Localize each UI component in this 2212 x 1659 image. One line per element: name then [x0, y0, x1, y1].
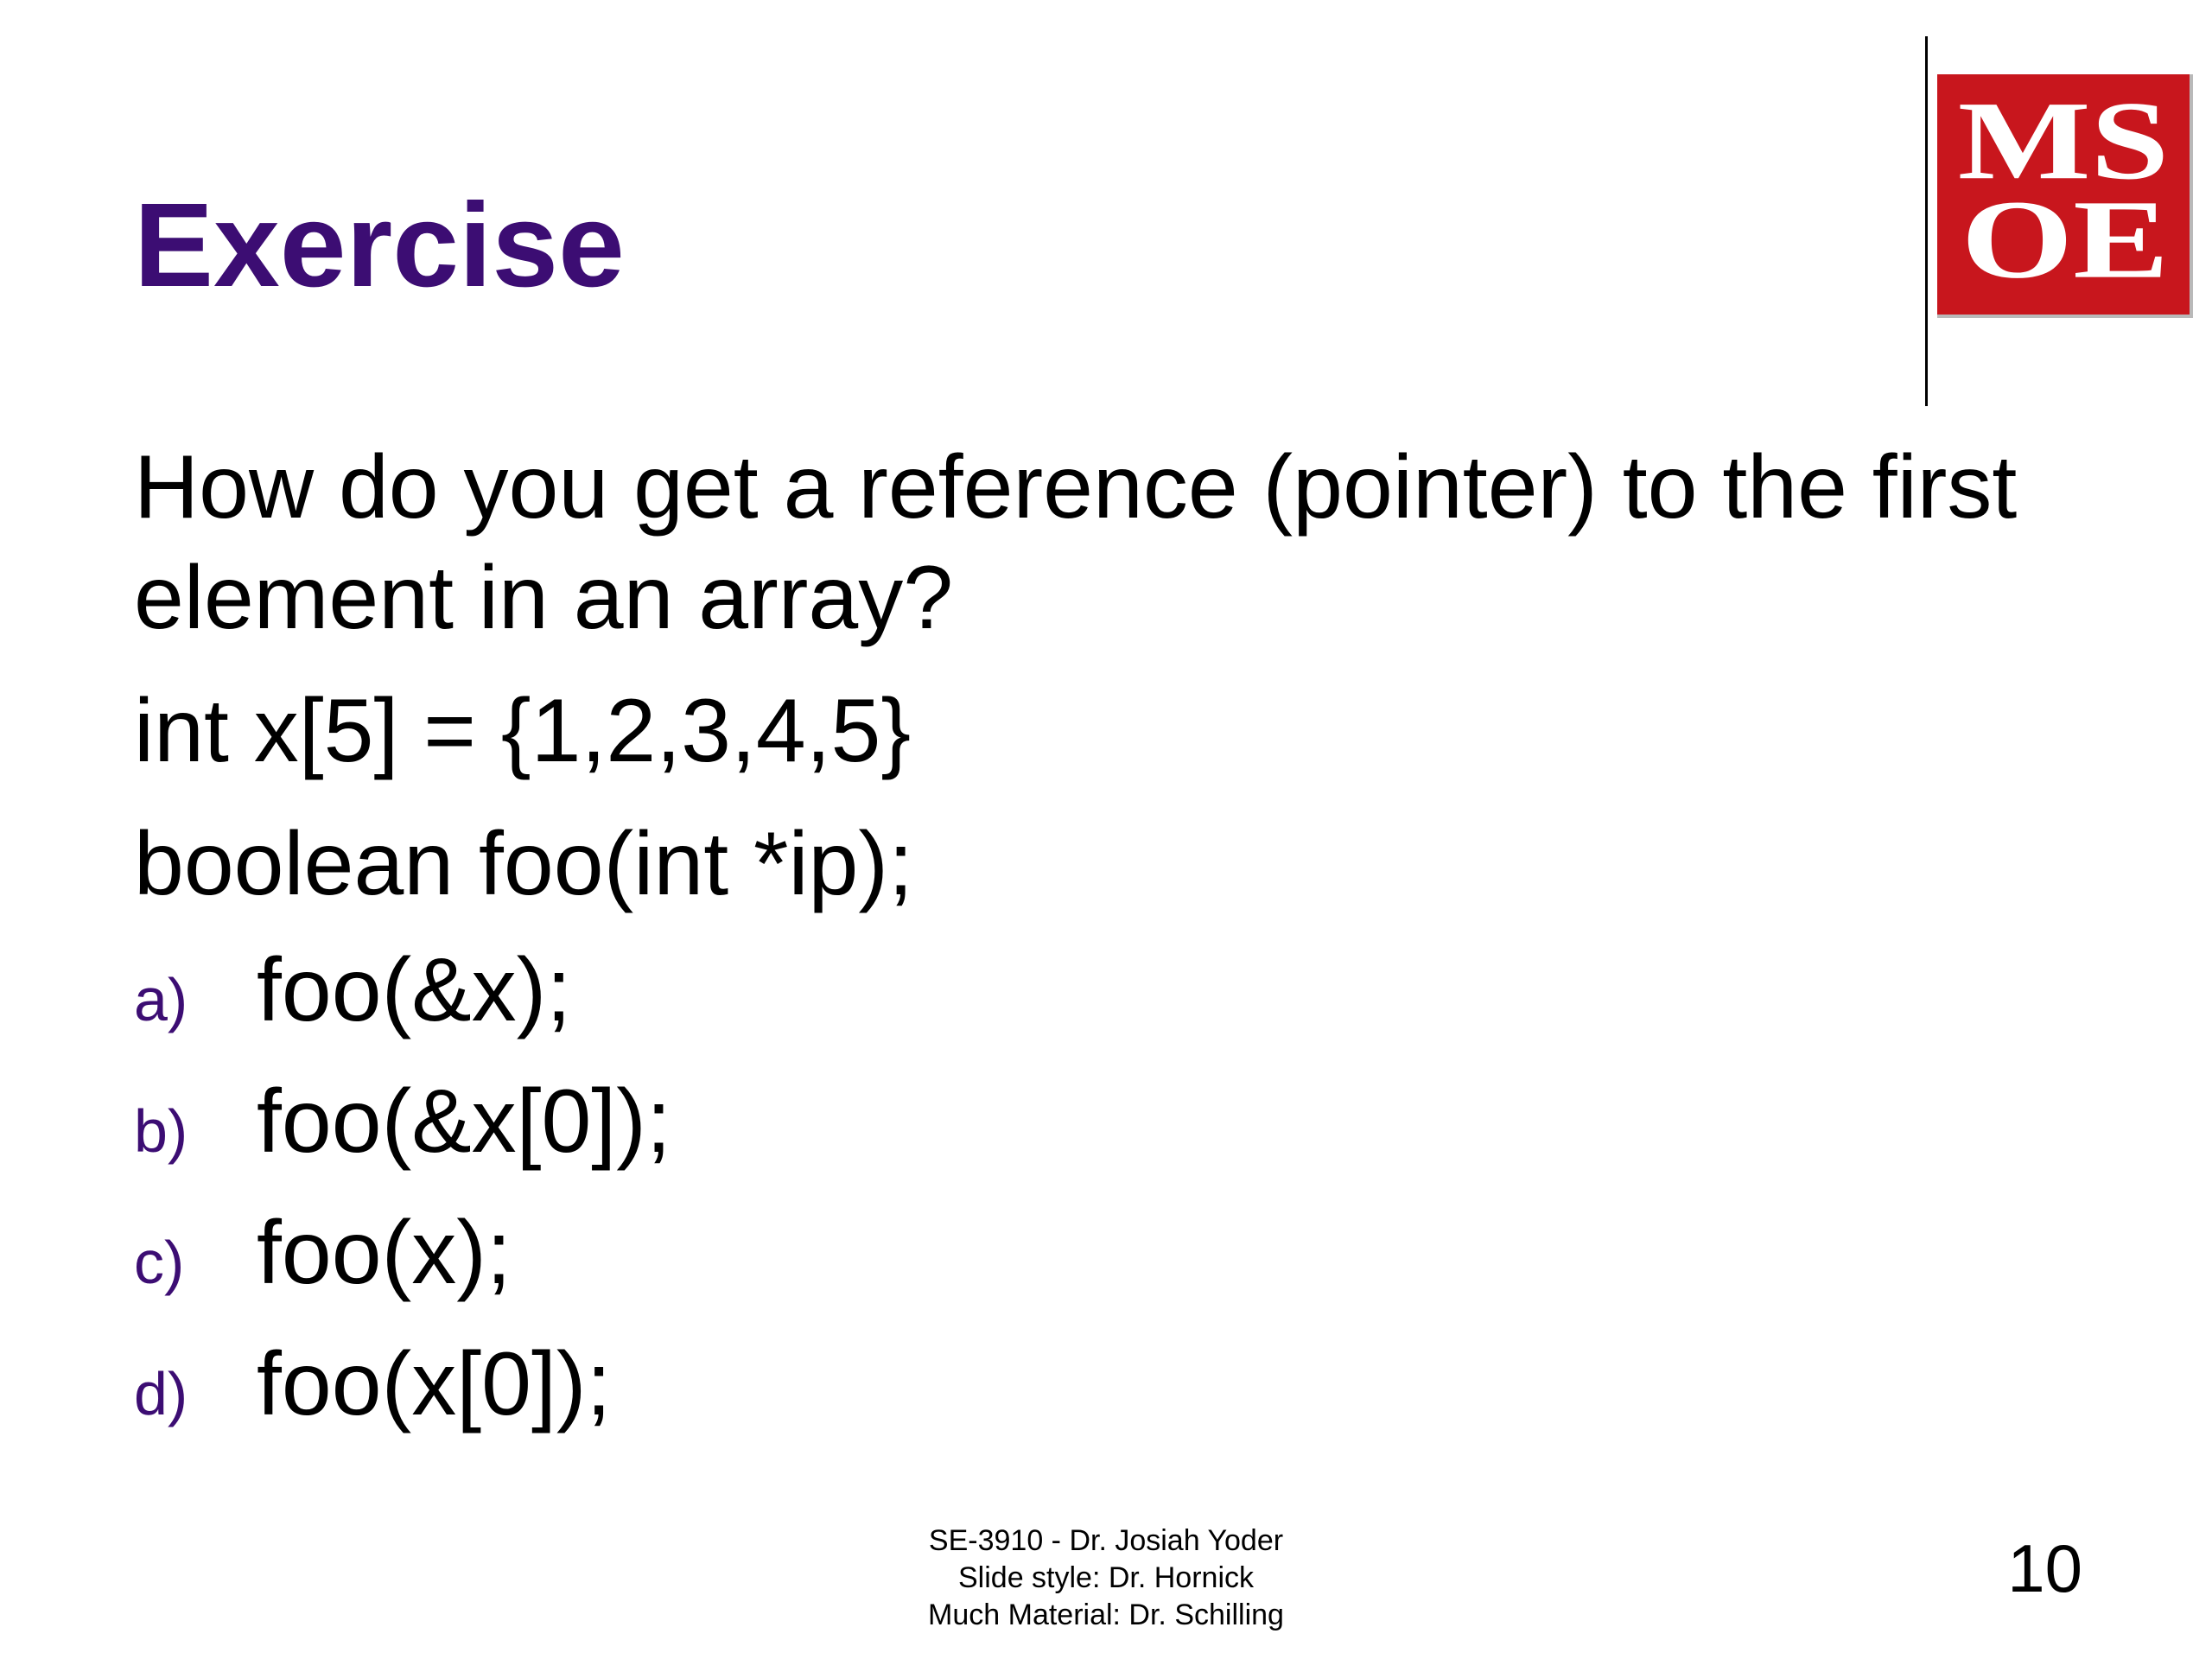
option-letter: c): [134, 1229, 185, 1296]
answer-option-d: [134, 1334, 1171, 1441]
page-number: 10: [2007, 1530, 2082, 1606]
option-code: foo(&x[0]);: [257, 1071, 671, 1172]
question-line-2: element in an array?: [134, 548, 954, 648]
msoe-logo: [1937, 74, 2193, 318]
footer-line-style: Slide style: Dr. Hornick: [958, 1561, 1254, 1594]
footer-line-material: Much Material: Dr. Schilling: [928, 1599, 1284, 1631]
option-letter: d): [134, 1360, 188, 1427]
logo-text-line-1: MS: [1957, 79, 2170, 204]
footer-line-course: SE-3910 - Dr. Josiah Yoder: [928, 1524, 1284, 1557]
answer-option-c: [134, 1203, 1171, 1310]
slide-footer: [847, 1522, 1365, 1634]
answer-option-a: [134, 940, 1171, 1047]
option-code: foo(&x);: [257, 940, 572, 1040]
header-divider: [1925, 36, 1928, 406]
option-letter: b): [134, 1097, 188, 1165]
slide-title: Exercise: [134, 179, 625, 312]
option-code: foo(x[0]);: [257, 1334, 612, 1434]
logo-text-line-2: OE: [1961, 177, 2170, 302]
option-code: foo(x);: [257, 1203, 512, 1303]
code-array-declaration: int x[5] = {1,2,3,4,5}: [134, 681, 912, 781]
code-function-signature: boolean foo(int *ip);: [134, 814, 913, 914]
question-line-1: How do you get a reference (pointer) to the first: [134, 437, 2018, 537]
answer-option-b: [134, 1071, 1171, 1179]
option-letter: a): [134, 966, 188, 1033]
